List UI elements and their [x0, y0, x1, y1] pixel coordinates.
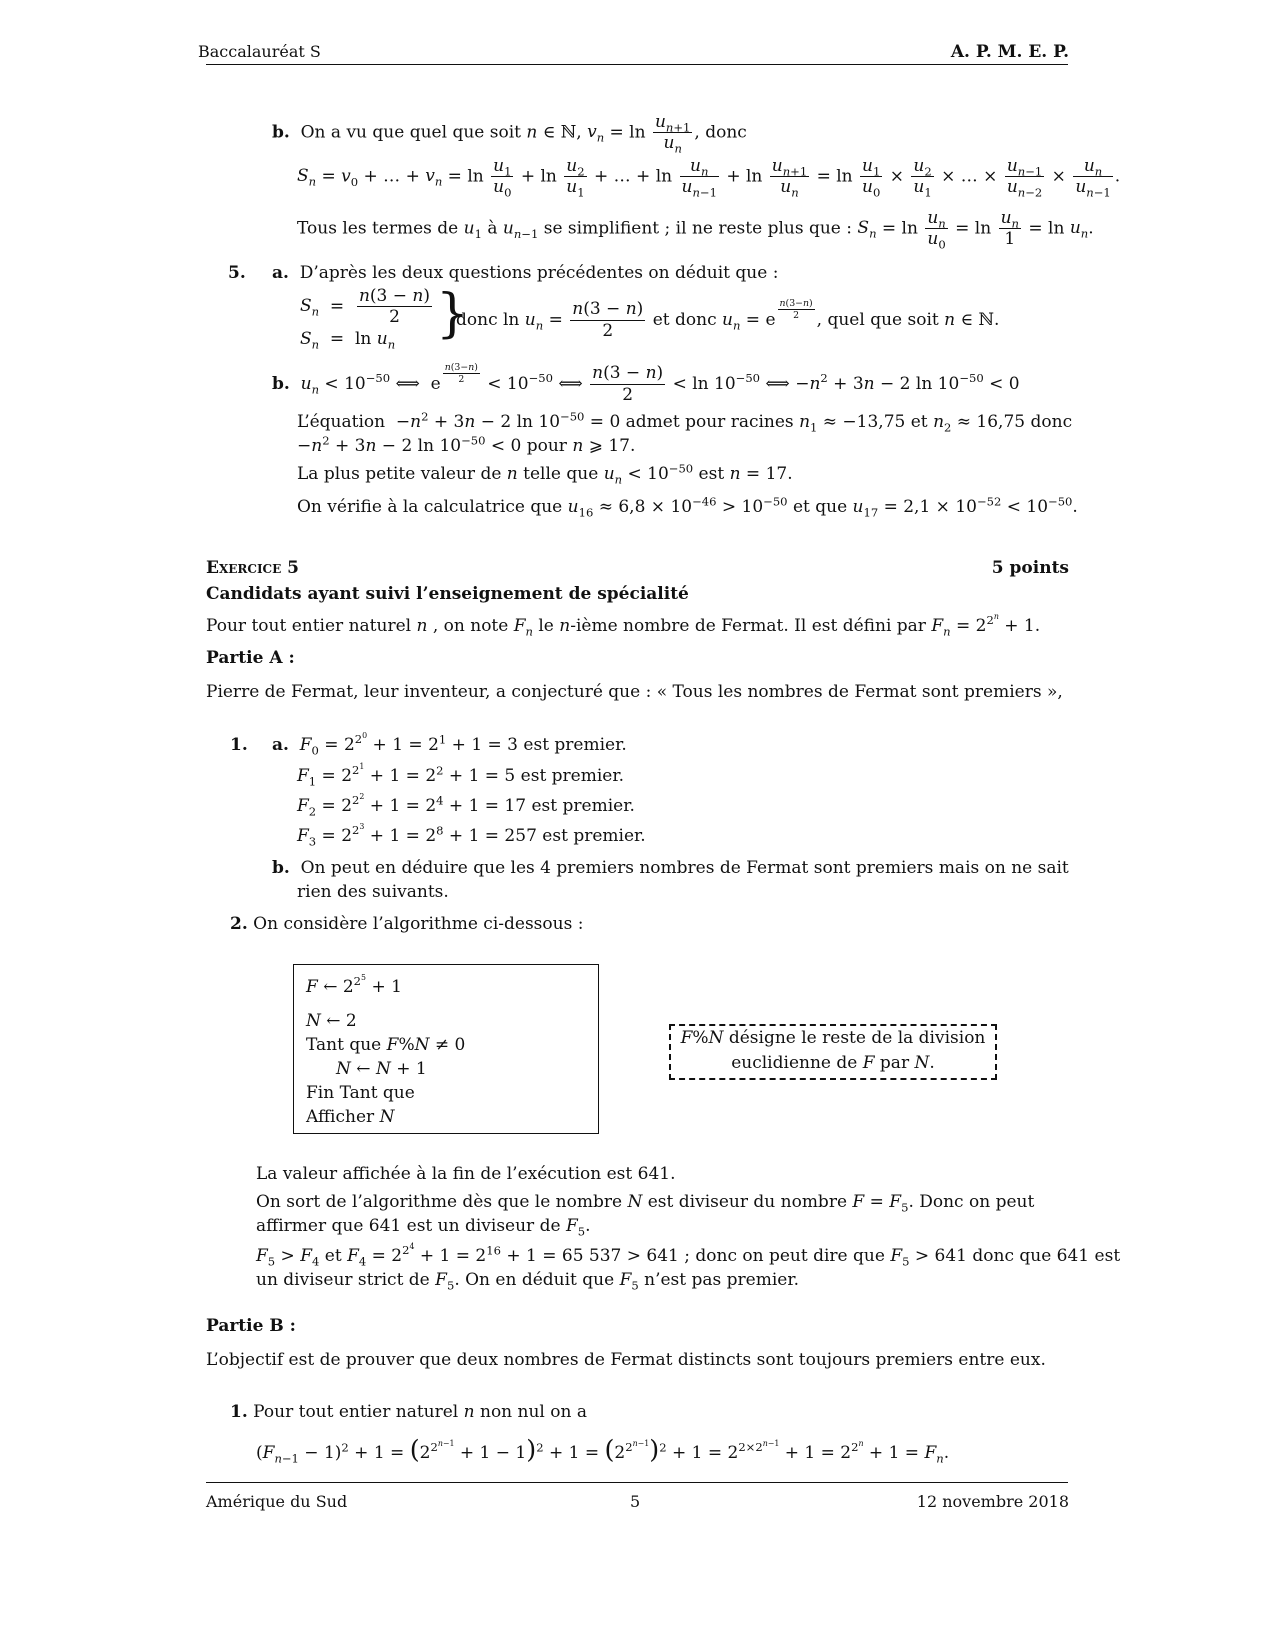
header-right: A. P. M. E. P.: [950, 42, 1069, 62]
ex5-points: 5 points: [991, 558, 1069, 578]
algo-line6: Afficher N: [306, 1107, 395, 1127]
q5b-smallest: La plus petite valeur de n telle que $u_n < 10^{-50}$ est n = 17.: [297, 461, 793, 487]
algorithm-box: [293, 964, 599, 1134]
res-line5: un diviseur strict de $F_5$. On en déduit que $F_5$ n’est pas premier.: [256, 1270, 800, 1293]
q1b-text2: rien des suivants.: [297, 882, 449, 902]
partB-title: Partie B :: [206, 1316, 296, 1336]
ex5-title: Exercice 5: [206, 558, 299, 578]
q5b-eq: L’équation $-n^2 + 3n - 2$ $\ln 10^{-50} = 0$ admet pour racines $n_1 \approx -13,75$ et $n_2 \approx 16,75$ donc: [297, 409, 1073, 435]
footer-page-number: 5: [630, 1492, 641, 1511]
q5-num: 5.: [228, 263, 246, 283]
q1-num: 1.: [230, 735, 248, 755]
ex5-intro: Pour tout entier naturel n , on note $F_n$ le n-ième nombre de Fermat. Il est défini par $F_n = 2^{2^n} + 1$.: [206, 612, 1041, 639]
q5a-system2: $S_n = \ln u_n$: [300, 329, 396, 352]
q5a-text: a. D’après les deux questions précédentes on déduit que :: [272, 263, 779, 283]
algo-line2: N ← 2: [306, 1011, 357, 1031]
algo-line4: N ← N + 1: [336, 1059, 427, 1079]
algo-line1: F ← $2^{2^5} + 1$: [306, 973, 402, 997]
res-line3: affirmer que 641 est un diviseur de $F_5$.: [256, 1216, 591, 1239]
conjecture: Pierre de Fermat, leur inventeur, a conjecturé que : « Tous les nombres de Fermat sont premiers »,: [206, 682, 1063, 702]
footer-right: 12 novembre 2018: [916, 1492, 1069, 1511]
q1a-f3: $F_3 = 2^{2^3} + 1 = 2^8 + 1 = 257$ est premier.: [297, 822, 646, 849]
res-line4: $F_5 > F_4$ et $F_4 = 2^{2^4} + 1 = 2^{16} + 1 = 65$ 537 > 641 ; donc on peut dire que $F_5 > 641$ donc que 641 est: [256, 1242, 1121, 1269]
q1a-f2: $F_2 = 2^{2^2} + 1 = 2^4 + 1 = 17$ est premier.: [297, 792, 635, 819]
algo-line3: Tant que F%N ≠ 0: [306, 1035, 466, 1055]
q5b-line1: b. $u_n < 10^{-50}$ ⟺ e $\frac{n(3-n)}{2}$ < $10^{-50}$ ⟺ $\frac{n(3 - n)}{2}$ < $\ln 10^{-50}$ ⟺ $-n^2 + 3n - 2$ $\ln 10^{-50} < 0$: [272, 362, 1020, 405]
res-line1: La valeur affichée à la fin de l’exécution est 641.: [256, 1164, 676, 1184]
modulo-note: [669, 1024, 997, 1080]
q4b-sum: $S_n = v_0$ + … + $v_n = \ln$ $\frac{u_1}{u_0}$ + ln $\frac{u_2}{u_1}$ + … + ln $\frac{u_n}{u_{n-1}}$ + ln $\frac{u_{n+1}}{u_n}$ = ln $\frac{u_1}{u_0}$ × $\frac{u_2}{u_1}$ × … × $\frac{u_{n-1}}{u_{n-2}}$ × $\frac{u_n}{u_{n-1}}$ .: [297, 156, 1121, 200]
res-line2: On sort de l’algorithme dès que le nombre N est diviseur du nombre $F = F_5$. Donc on peut: [256, 1192, 1035, 1215]
brace: }: [436, 284, 470, 344]
q2-text: 2. On considère l’algorithme ci-dessous :: [230, 914, 584, 934]
header-rule: [206, 64, 1068, 65]
partA-title: Partie A :: [206, 648, 295, 668]
q1b-text: b. On peut en déduire que les 4 premiers nombres de Fermat sont premiers mais on ne sait: [272, 858, 1069, 878]
algo-line5: Fin Tant que: [306, 1083, 415, 1103]
footer-rule: [206, 1482, 1068, 1483]
footer-left: Amérique du Sud: [206, 1492, 348, 1511]
q5a-conclusion: donc $\ln u_n$ = $\frac{n(3 - n)}{2}$ et donc $u_n = e$ $\frac{n(3-n)}{2}$ , quel que soit n ∈ ℕ.: [456, 298, 1000, 341]
b1-text: 1. Pour tout entier naturel n non nul on a: [230, 1402, 587, 1422]
q4b-line1: b. On a vu que quel que soit n ∈ ℕ, $v_n = \ln$ $\frac{u_{n+1}}{u_n}$ , donc: [272, 112, 747, 156]
q1a-f0: a. $F_0 = 2^{2^0} + 1 = 2^1 + 1 = 3$ est premier.: [272, 731, 627, 758]
ex5-subtitle: Candidats ayant suivi l’enseignement de spécialité: [206, 584, 689, 604]
q5b-verif: On vérifie à la calculatrice que $u_{16} \approx 6,8 \times 10^{-46} > 10^{-50}$ et que $u_{17} = 2,1 \times 10^{-52} < 10^{-50}$.: [297, 494, 1078, 520]
q5b-eq2: $-n^2 + 3n - 2$ $\ln 10^{-50} < 0$ pour n ⩾ 17.: [297, 433, 636, 456]
q1a-f1: $F_1 = 2^{2^1} + 1 = 2^2 + 1 = 5$ est premier.: [297, 762, 625, 789]
note-line1: F%N désigne le reste de la division: [680, 1028, 986, 1048]
partB-objective: L’objectif est de prouver que deux nombres de Fermat distincts sont toujours premiers entre eux.: [206, 1350, 1046, 1370]
q5a-system: $S_n$ = $\frac{n(3 - n)}{2}$: [300, 286, 430, 328]
b1-formula: $(F_{n-1} - 1)^2 + 1 = (2^{2^{n-1}} + 1 - 1)^2 + 1 = (2^{2^{n-1}})^2 + 1 = 2^{2\times 2^{n-1}} + 1 = 2^{2^n} + 1 = F_n$.: [256, 1435, 950, 1466]
q4b-simplify: Tous les termes de $u_1$ à $u_{n-1}$ se simplifient ; il ne reste plus que : $S_n = \ln$ $\frac{u_n}{u_0}$ = ln $\frac{u_n}{1}$ = $\ln u_n$.: [297, 208, 1094, 252]
note-line2: euclidienne de F par N.: [731, 1052, 935, 1073]
header-left: Baccalauréat S: [198, 42, 321, 61]
